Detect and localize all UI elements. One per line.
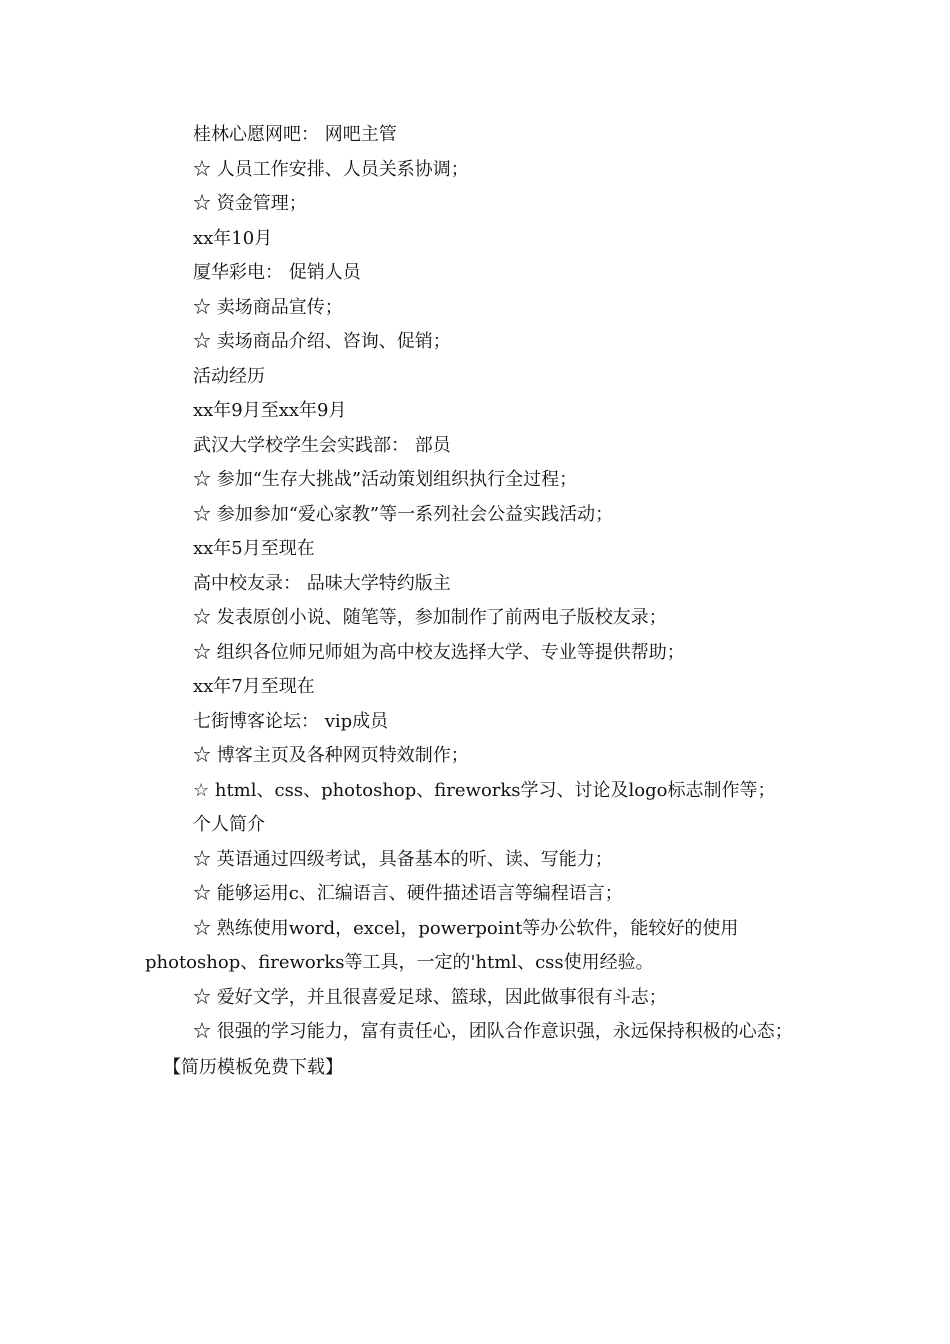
profile-item: ☆ 爱好文学，并且很喜爱足球、篮球，因此做事很有斗志； bbox=[193, 986, 667, 1008]
job-entry-title: 厦华彩电： 促销人员 bbox=[193, 262, 361, 283]
job-duty-item: ☆ 卖场商品介绍、咨询、促销； bbox=[193, 331, 451, 352]
activity-entry-title: 武汉大学校学生会实践部： 部员 bbox=[193, 434, 451, 456]
resume-body bbox=[145, 118, 805, 1085]
activity-item: ☆ 参加参加“爱心家教”等一系列社会公益实践活动； bbox=[193, 503, 614, 525]
activity-item: ☆ 组织各位师兄师姐为高中校友选择大学、专业等提供帮助； bbox=[193, 641, 685, 663]
profile-item: ☆ 英语通过四级考试，具备基本的听、读、写能力； bbox=[193, 848, 613, 870]
date-range: xx年7月至现在 bbox=[193, 676, 315, 697]
date-range: xx年5月至现在 bbox=[193, 538, 315, 559]
activity-item: ☆ 博客主页及各种网页特效制作； bbox=[193, 745, 469, 766]
activity-entry-title: 高中校友录： 品味大学特约版主 bbox=[193, 572, 451, 594]
section-heading-profile: 个人简介 bbox=[193, 814, 265, 835]
date-range: xx年10月 bbox=[193, 227, 273, 249]
activity-item: ☆ html、css、photoshop、fireworks学习、讨论及logo标志制作等； bbox=[193, 779, 776, 801]
job-duty-item: ☆ 资金管理； bbox=[193, 193, 307, 214]
activity-item: ☆ 参加“生存大挑战”活动策划组织执行全过程； bbox=[193, 469, 578, 490]
download-template-link[interactable]: 【简历模板免费下载】 bbox=[163, 1056, 343, 1078]
job-duty-item: ☆ 人员工作安排、人员关系协调； bbox=[193, 158, 469, 180]
section-heading-activities: 活动经历 bbox=[193, 365, 265, 387]
profile-item: ☆ 很强的学习能力，富有责任心，团队合作意识强，永远保持积极的心态； bbox=[193, 1021, 793, 1042]
job-duty-item: ☆ 卖场商品宣传； bbox=[193, 296, 343, 318]
date-range: xx年9月至xx年9月 bbox=[193, 400, 347, 421]
activity-entry-title: 七街博客论坛： vip成员 bbox=[193, 710, 389, 732]
profile-item: ☆ 熟练使用word，excel，powerpoint等办公软件，能较好的使用photoshop、fireworks等工具，一定的'html、css使用经验。 bbox=[145, 917, 739, 973]
activity-item: ☆ 发表原创小说、随笔等，参加制作了前两电子版校友录； bbox=[193, 607, 667, 628]
profile-item: ☆ 能够运用c、汇编语言、硬件描述语言等编程语言； bbox=[193, 883, 623, 904]
job-entry-title: 桂林心愿网吧： 网吧主管 bbox=[193, 124, 397, 145]
